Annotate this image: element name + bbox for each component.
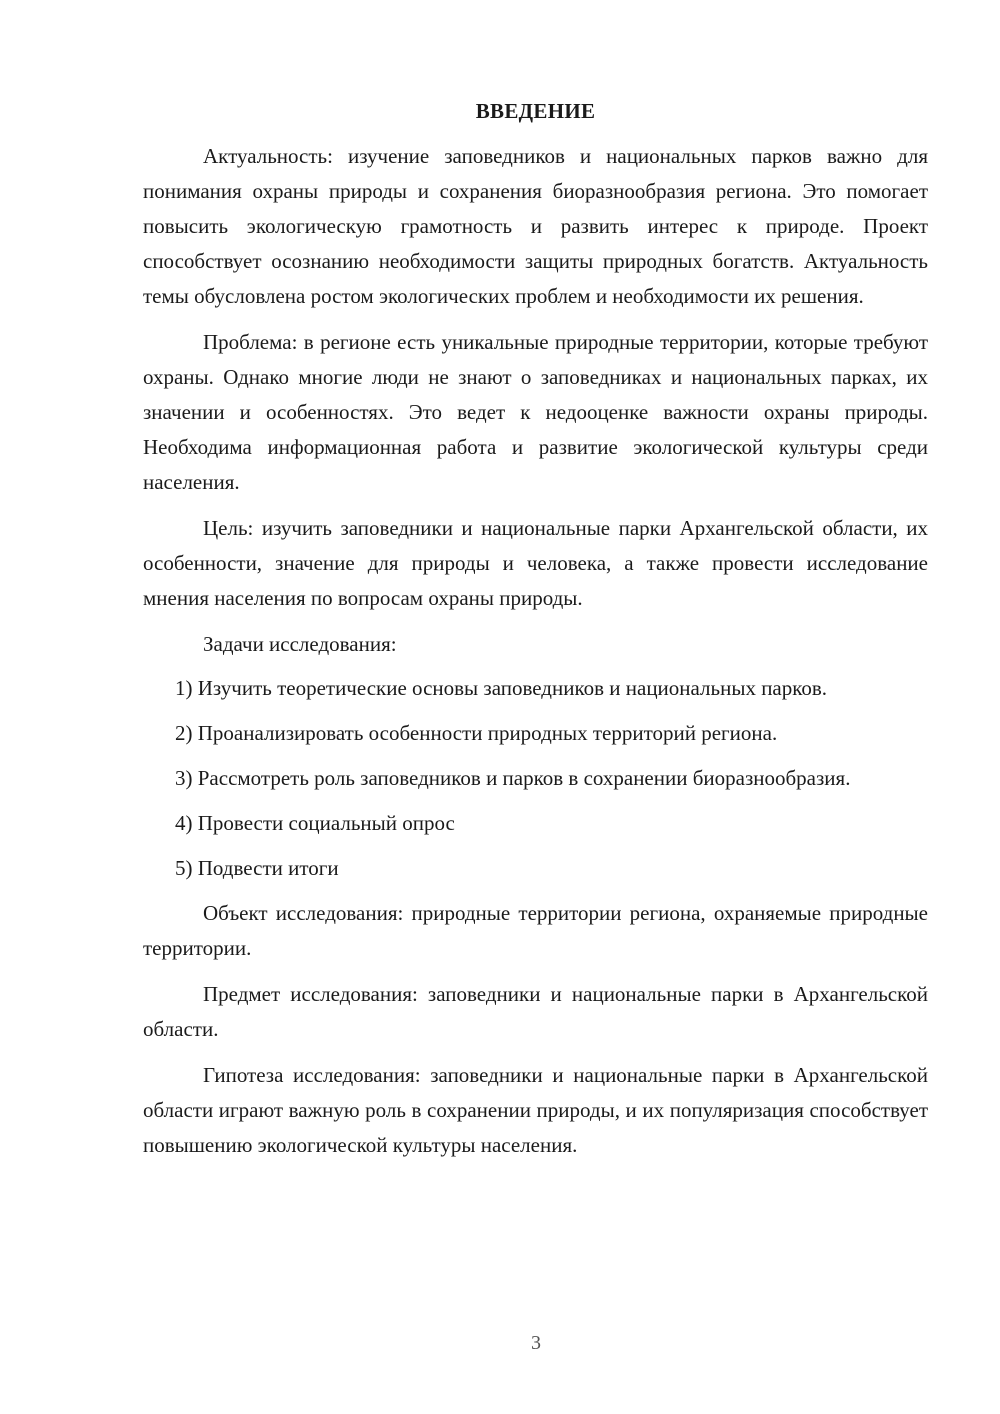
- list-item: 5) Подвести итоги: [175, 856, 339, 880]
- tasks-list: [143, 671, 928, 886]
- paragraph-subject: Предмет исследования: заповедники и национальные парки в Архангельской области.: [143, 982, 928, 1041]
- paragraph-goal: Цель: изучить заповедники и национальные парки Архангельской области, их особенности, значение для природы и человека, а также провести исследование мнения населения по вопросам охраны природы.: [143, 516, 928, 610]
- paragraph-object: Объект исследования: природные территории региона, охраняемые природные территории.: [143, 901, 928, 960]
- paragraph-relevance: Актуальность: изучение заповедников и национальных парков важно для понимания охраны природы и сохранения биоразнообразия региона. Это помогает повысить экологическую грамотность и развить интерес к природе. Проект способствует осознанию необходимости защиты природных богатств. Актуальность темы обусловлена ростом экологических проблем и необходимости их решения.: [143, 144, 928, 308]
- list-item: 3) Рассмотреть роль заповедников и парков в сохранении биоразнообразия.: [175, 766, 851, 790]
- paragraph-hypothesis: Гипотеза исследования: заповедники и национальные парки в Архангельской области играют важную роль в сохранении природы, и их популяризация способствует повышению экологической культуры населения.: [143, 1063, 928, 1157]
- list-item: 4) Провести социальный опрос: [175, 811, 455, 835]
- paragraph-problem: Проблема: в регионе есть уникальные природные территории, которые требуют охраны. Однако многие люди не знают о заповедниках и национальных парках, их значении и особенностях. Это ведет к недооценке важности охраны природы. Необходима информационная работа и развитие экологической культуры среди населения.: [143, 330, 928, 494]
- page-content: [143, 96, 928, 1174]
- section-title: ВВЕДЕНИЕ: [475, 99, 596, 123]
- paragraph-tasks-heading: Задачи исследования:: [203, 632, 397, 656]
- page-number: 3: [531, 1332, 541, 1354]
- list-item: 2) Проанализировать особенности природных территорий региона.: [175, 721, 778, 745]
- list-item: 1) Изучить теоретические основы заповедников и национальных парков.: [175, 676, 828, 700]
